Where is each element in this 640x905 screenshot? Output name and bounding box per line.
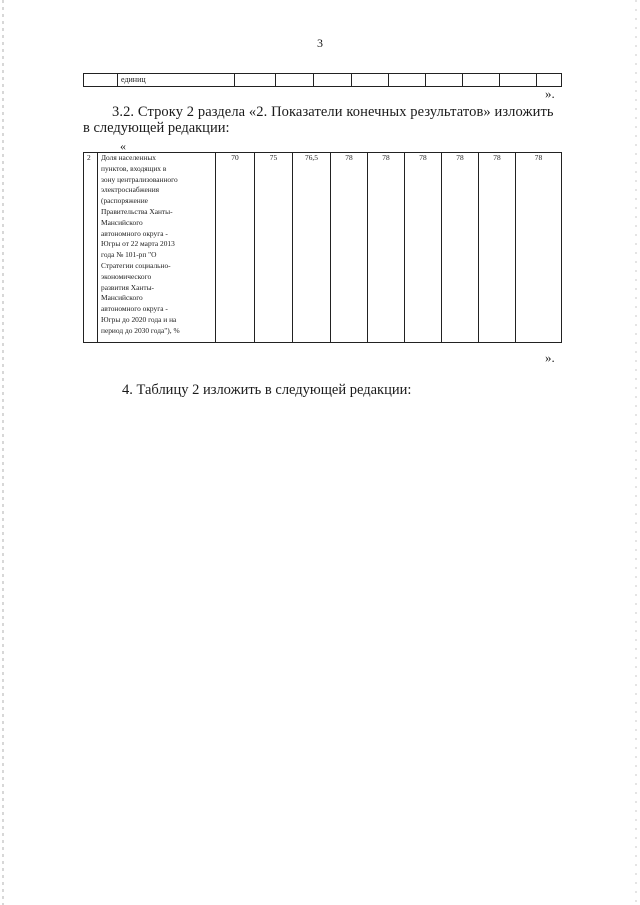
paragraph-4: 4. Таблицу 2 изложить в следующей редакции: <box>122 382 412 398</box>
indicator-line: период до 2030 года"), % <box>101 325 180 335</box>
paragraph-3-2-line2: в следующей редакции: <box>83 120 230 136</box>
indicator-line: года № 101-рп "О <box>101 250 157 260</box>
indicator-table <box>83 152 562 343</box>
indicator-line: Стратегии социально- <box>101 260 171 270</box>
closing-quote: ». <box>545 350 555 365</box>
scan-edge-right <box>635 0 637 905</box>
table-row <box>84 153 562 343</box>
indicator-line: автономного округа - <box>101 304 168 314</box>
value-cell: 76,5 <box>293 153 331 343</box>
table-cell <box>352 74 389 87</box>
row-number-cell: 2 <box>84 153 98 343</box>
value-cell: 78 <box>405 153 442 343</box>
indicator-line: Доля населенных <box>101 153 157 162</box>
paragraph-3-2-line1: 3.2. Строку 2 раздела «2. Показатели конечных результатов» изложить <box>112 104 554 120</box>
indicator-line: экономического <box>101 271 152 281</box>
value-cell: 78 <box>331 153 368 343</box>
table-row <box>84 74 562 87</box>
indicator-line: развития Ханты- <box>101 282 155 292</box>
value-cell: 70 <box>216 153 255 343</box>
table-cell-unit: единиц <box>118 74 235 87</box>
indicator-line: Югры до 2020 года и на <box>101 314 177 324</box>
table-cell <box>276 74 314 87</box>
value-cell: 78 <box>479 153 516 343</box>
indicator-line: Мансийского <box>101 293 143 303</box>
table-fragment-top <box>83 73 562 87</box>
indicator-line: Правительства Ханты- <box>101 206 173 216</box>
table-cell-number <box>84 74 118 87</box>
value-cell: 78 <box>368 153 405 343</box>
value-cell: 78 <box>516 153 562 343</box>
page-number: 3 <box>317 36 323 50</box>
table-cell <box>463 74 500 87</box>
table-cell <box>314 74 352 87</box>
opening-quote: « <box>120 139 126 153</box>
table-cell <box>537 74 562 87</box>
indicator-line: зону централизованного <box>101 174 178 184</box>
indicator-line: электроснабжения <box>101 185 160 195</box>
indicator-line: автономного округа - <box>101 228 168 238</box>
indicator-line: Югры от 22 марта 2013 <box>101 239 175 249</box>
scan-edge-left <box>2 0 4 905</box>
indicator-line: (распоряжение <box>101 196 148 206</box>
value-cell: 78 <box>442 153 479 343</box>
table-cell <box>235 74 276 87</box>
table-cell <box>426 74 463 87</box>
value-cell: 75 <box>255 153 293 343</box>
table-cell <box>500 74 537 87</box>
indicator-name-cell <box>98 153 216 343</box>
closing-quote: ». <box>545 86 555 101</box>
indicator-line: пунктов, входящих в <box>101 163 167 173</box>
indicator-line: Мансийского <box>101 217 143 227</box>
table-cell <box>389 74 426 87</box>
